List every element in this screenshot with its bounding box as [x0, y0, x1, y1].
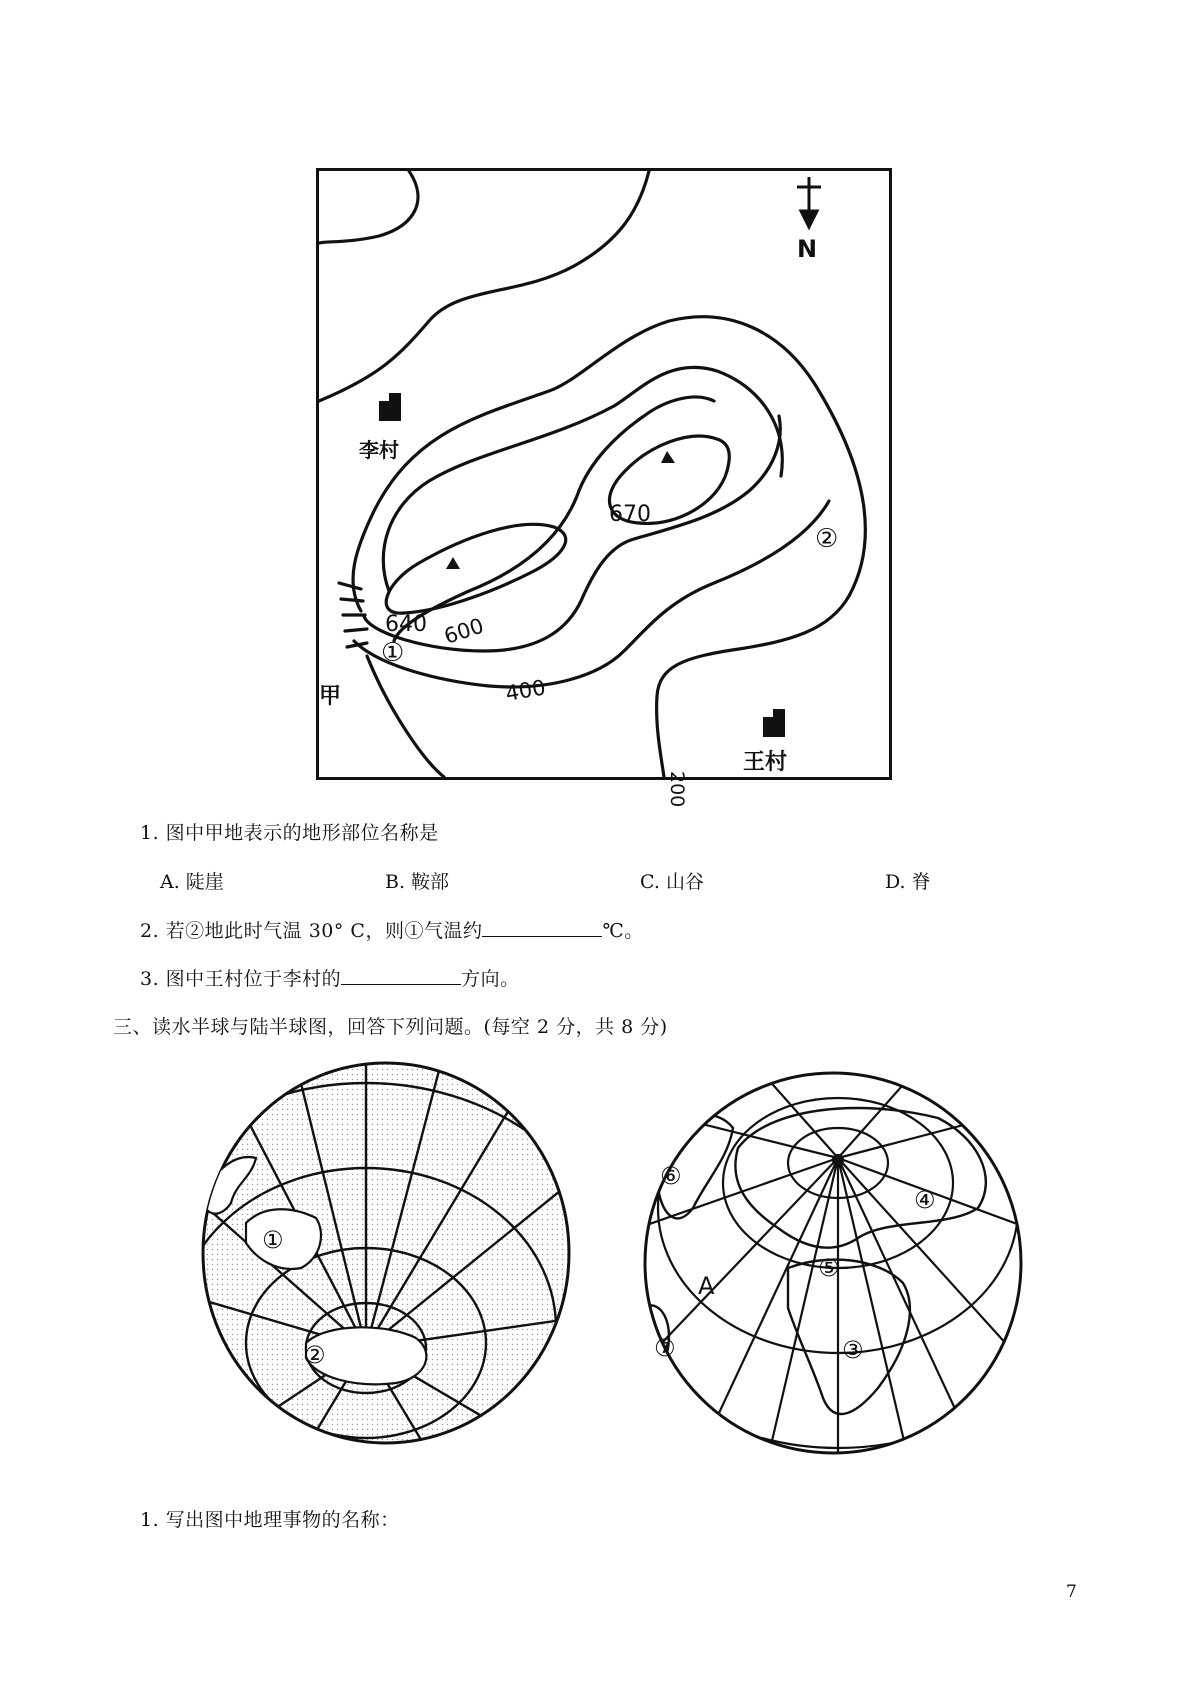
village-li-icon: [379, 393, 401, 421]
land-label-a: A: [698, 1272, 715, 1300]
north-arrow-icon: [797, 177, 821, 227]
option-b: B. 鞍部: [385, 871, 450, 893]
question-2-3-suffix: 方向。: [461, 968, 520, 990]
land-label-3: ③: [842, 1336, 864, 1364]
label-640: 640: [385, 612, 427, 637]
point-jia-label: 甲: [319, 684, 342, 709]
answer-blank-direction[interactable]: [341, 968, 461, 985]
point-2-label: ②: [815, 524, 839, 554]
land-label-7: ⑦: [654, 1334, 676, 1362]
land-label-6: ⑥: [660, 1162, 682, 1190]
question-2-3: [140, 964, 520, 991]
land-label-5: ⑤: [818, 1254, 840, 1282]
question-2-2: [140, 916, 644, 943]
answer-blank-temperature[interactable]: [482, 920, 602, 937]
page-number: 7: [1066, 1582, 1077, 1602]
water-hemisphere-drawing: [196, 1058, 576, 1448]
contour-map-drawing: [319, 171, 889, 808]
option-d: D. 脊: [885, 871, 931, 893]
question-3-1: 1. 写出图中地理事物的名称：: [140, 1509, 400, 1531]
question-2-2-text: 2. 若②地此时气温 30° C，则①气温约: [140, 920, 483, 942]
label-200: 200: [666, 771, 688, 808]
peak-670-icon: [661, 451, 675, 463]
north-label: N: [797, 235, 818, 263]
water-label-1: ①: [262, 1226, 284, 1254]
point-1-label: ①: [381, 638, 405, 668]
village-wang-icon: [763, 709, 785, 737]
option-c: C. 山谷: [640, 871, 704, 893]
village-wang-label: 王村: [743, 750, 788, 775]
water-hemisphere: [196, 1058, 576, 1452]
label-400: 400: [503, 675, 548, 706]
peak-640-icon: [446, 557, 460, 569]
village-li-label: 李村: [359, 438, 399, 462]
land-hemisphere-drawing: [638, 1068, 1028, 1458]
question-2-2-unit: ℃。: [602, 920, 644, 942]
option-a: A. 陡崖: [160, 871, 224, 893]
label-670: 670: [609, 502, 651, 527]
question-2-1: 1. 图中甲地表示的地形部位名称是: [140, 822, 439, 844]
section-3-heading: 三、读水半球与陆半球图，回答下列问题。(每空 2 分，共 8 分): [113, 1016, 668, 1038]
water-label-2: ②: [304, 1341, 326, 1369]
question-2-3-text: 3. 图中王村位于李村的: [140, 968, 342, 990]
land-label-4: ④: [914, 1186, 936, 1214]
land-hemisphere: [638, 1068, 1028, 1462]
label-600: 600: [441, 613, 487, 649]
contour-map: [316, 168, 892, 808]
